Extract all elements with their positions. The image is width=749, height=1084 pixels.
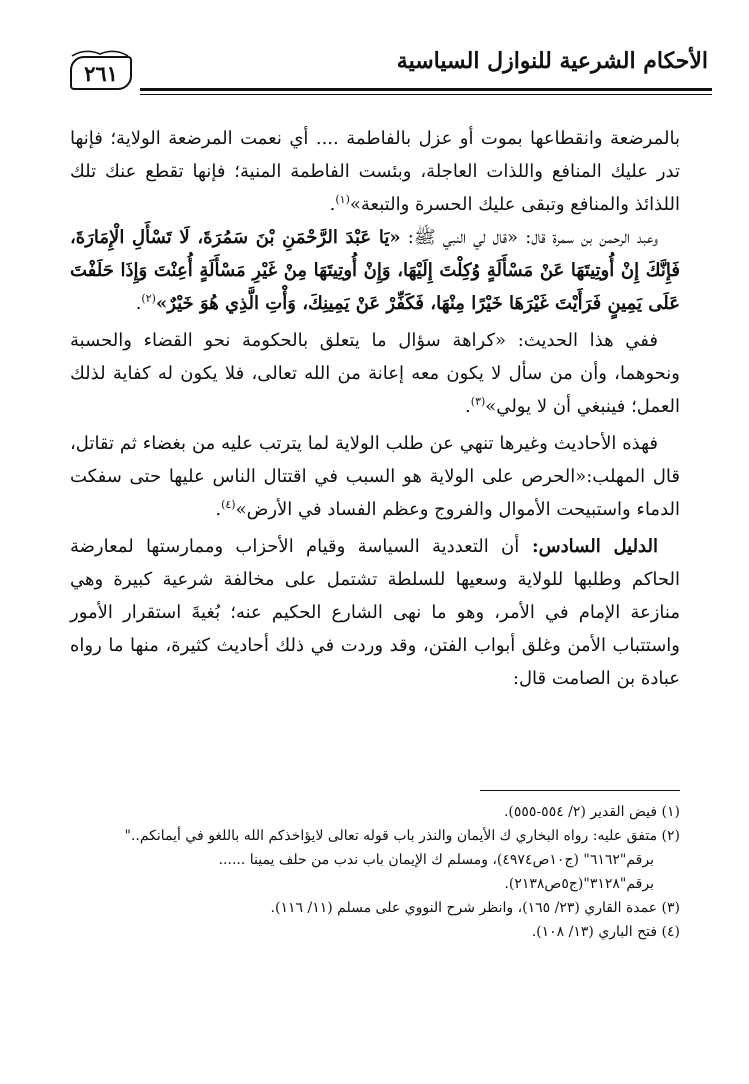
footnote-1: (١) فيض القدير (٢/ ٥٥٤-٥٥٥). [503,804,680,820]
header-rule-thin [140,94,712,95]
footnote-3: (٣) عمدة القاري (٢٣/ ١٦٥)، وانظر شرح النووي على مسلم (١١/ ١١٦). [270,900,680,916]
evidence-label: الدليل السادس: [519,536,658,557]
paragraph-5: الدليل السادس: أن التعددية السياسة وقيام الأحزاب وممارستها لمعارضة الحاكم وطلبها للولاية وسعيها للسلطة تشتمل على مخالفة شرعية كبيرة وهي منازعة الإمام في الأمر، وهو ما نهى الشارع الحكيم عنه؛ بُغيةَ استقرار الأمور واستتباب الأمن وغلق أبواب الفتن، وقد وردت في ذلك أحاديث كثيرة، منها ما رواه عبادة بن الصامت قال: [70,536,680,689]
footnote-ref-4[interactable]: (٤) [221,498,236,511]
header-rule-thick [140,88,712,91]
footnote-4: (٤) فتح الباري (١٣/ ١٠٨). [531,924,680,940]
book-title: الأحكام الشرعية للنوازل السياسية [396,48,708,74]
footnotes [70,800,680,944]
paragraph-1: بالمرضعة وانقطاعها بموت أو عزل بالفاطمة .... أي نعمت المرضعة الولاية؛ فإنها تدر عليك المنافع واللذات العاجلة، وبئست الفاطمة المنية؛ فإنها تقطع عنك تلك اللذائذ والمنافع وتبقى عليك الحسرة والتبعة»$^{(١)}$. [70,128,680,215]
paragraph-3: ففي هذا الحديث: «كراهة سؤال ما يتعلق بالحكومة نحو القضاء والحسبة ونحوهما، وأن من سأل لا يكون معه إعانة من الله تعالى، فلا يكون له كفاية لذلك العمل؛ فينبغي أن لا يولي»$^{(٣)}$. [70,330,680,417]
hadith-text: «يَا عَبْدَ الرَّحْمَنِ بْنَ سَمُرَةَ، لَا تَسْأَلِ الْإِمَارَةَ، فَإِنَّكَ إِنْ أُوتِيتَهَا عَنْ مَسْأَلَةٍ وُكِلْتَ إِلَيْهَا، وَإِنْ أُوتِيتَهَا مِنْ غَيْرِ مَسْأَلَةٍ أُعِنْتَ وَإِذَا حَلَفْتَ عَلَى يَمِينٍ فَرَأَيْتَ غَيْرَهَا خَيْرًا مِنْهَا، فَكَفِّرْ عَنْ يَمِينِكَ، وَأْتِ الَّذِي هُوَ خَيْرٌ» [70,227,680,314]
footnote-ref-3[interactable]: (٣) [470,395,486,408]
footnote-ref-1[interactable]: (١) [335,193,350,206]
footnote-2: (٢) متفق عليه: رواه البخاري ك الأيمان والنذر باب قوله تعالى لايؤاخذكم الله باللغو في أيمانكم.." [124,828,680,844]
footnote-separator [480,790,680,791]
main-text [70,122,680,695]
footnote-2-continued: برقم"٦١٦٢" (ج١٠ص٤٩٧٤)، ومسلم ك الإيمان باب ندب من حلف يمينا ...... [218,852,654,868]
page-number: ٢٦١ [70,56,132,90]
footnote-ref-2[interactable]: (٢) [141,292,156,305]
paragraph-2: وعبد الرحمن بن سمرة قال: «قال لي النبي ﷺ: «يَا عَبْدَ الرَّحْمَنِ بْنَ سَمُرَةَ، لَا تَسْأَلِ الْإِمَارَةَ، فَإِنَّكَ إِنْ أُوتِيتَهَا عَنْ مَسْأَلَةٍ وُكِلْتَ إِلَيْهَا، وَإِنْ أُوتِيتَهَا مِنْ غَيْرِ مَسْأَلَةٍ أُعِنْتَ وَإِذَا حَلَفْتَ عَلَى يَمِينٍ فَرَأَيْتَ غَيْرَهَا خَيْرًا مِنْهَا، فَكَفِّرْ عَنْ يَمِينِكَ، وَأْتِ الَّذِي هُوَ خَيْرٌ»$^{(٢)}$. [70,227,680,314]
running-header [40,42,712,100]
paragraph-4: فهذه الأحاديث وغيرها تنهي عن طلب الولاية لما يترتب عليه من بغضاء ثم تقاتل، قال المهلب:«الحرص على الولاية هو السبب في اقتتال الناس عليها حتى سفكت الدماء واستبيحت الأموال والفروج وعظم الفساد في الأرض»$^{(٤)}$. [70,433,680,520]
footnote-2-continued-2: برقم"٣١٢٨"(ج٥ص٢١٣٨). [504,876,654,892]
